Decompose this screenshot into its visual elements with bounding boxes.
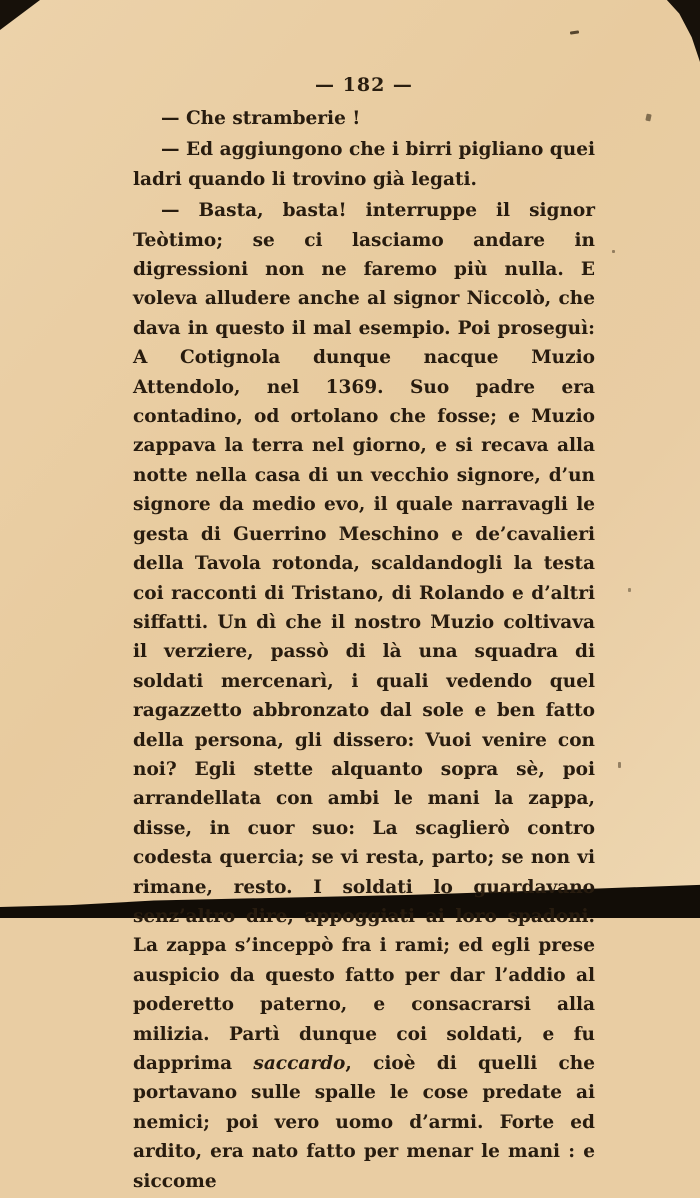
paragraph-2: — Ed aggiungono che i birri pigliano quei ladri quando li trovino già legati.	[133, 139, 595, 190]
ink-speck	[645, 114, 651, 122]
paragraph-3-italic-word: saccardo	[253, 1053, 346, 1074]
scan-shadow-top-left	[0, 0, 40, 30]
page-number: — 182 —	[315, 74, 413, 96]
ink-speck	[570, 30, 579, 34]
paragraph-1: — Che stramberie !	[161, 108, 361, 129]
page-text-block	[133, 104, 595, 1198]
ink-speck	[628, 588, 631, 592]
paragraph-3	[133, 196, 595, 1196]
ink-speck	[618, 762, 621, 768]
paragraph-3-text-continued: , cioè di quelli che portavano sulle spalle le cose predate ai nemici; poi vero uomo d’armi. Forte ed ardito, era nato fatto per menar le mani : e siccome	[133, 1053, 595, 1192]
ink-speck	[612, 250, 615, 253]
paragraph-3-text: — Basta, basta! interruppe il signor Teòtimo; se ci lasciamo andare in digressioni non ne faremo più nulla. E voleva alludere anche al signor Niccolò, che dava in questo il mal esempio. Poi proseguì: A Cotignola dunque nacque Muzio Attendolo, nel 1369. Suo padre era contadino, od ortolano che fosse; e Muzio zappava la terra nel giorno, e si recava alla notte nella casa di un vecchio signore, d’un signore da medio evo, il quale narravagli le gesta di Guerrino Meschino e de’cavalieri della Tavola rotonda, scaldandogli la testa coi racconti di Tristano, di Rolando e d’altri siffatti. Un dì che il nostro Muzio coltivava il verziere, passò di là una squadra di soldati mercenarì, i quali vedendo quel ragazzetto abbronzato dal sole e ben fatto della persona, gli dissero: Vuoi venire con noi? Egli stette alquanto sopra sè, poi arrandellata con ambi le mani la zappa, disse, in cuor suo: La scaglierò contro codesta quercia; se vi resta, parto; se non vi rimane, resto. I soldati lo guardavano senz’altro dire, appoggiati ai loro spadoni. La zappa s’inceppò fra i rami; ed egli prese auspicio da questo fatto per dar l’addio al poderetto paterno, e consacrarsi alla milizia. Partì dunque coi soldati, e fu dapprima	[133, 200, 595, 1074]
scan-shadow-top-right	[654, 0, 700, 62]
